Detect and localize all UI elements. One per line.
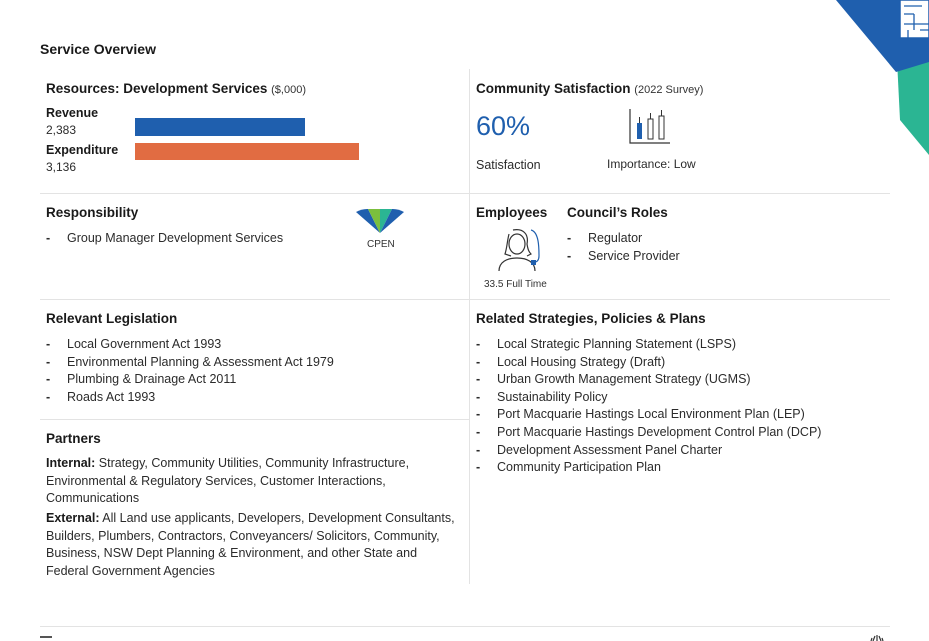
list-item: - Port Macquarie Hastings Local Environment Plan (LEP)	[476, 406, 821, 424]
revenue-value: 2,383	[46, 123, 77, 137]
list-item: - Development Assessment Panel Charter	[476, 442, 821, 460]
legislation-list	[46, 336, 334, 406]
strategies-list	[476, 336, 821, 477]
expenditure-bar	[135, 143, 359, 160]
list-item: - Community Participation Plan	[476, 459, 821, 477]
footer-divider	[40, 626, 890, 627]
corner-decoration	[830, 0, 929, 155]
employees-count: 33.5 Full Time	[484, 279, 547, 290]
expenditure-label: Expenditure	[46, 143, 119, 157]
column-divider	[469, 69, 470, 584]
list-item: - Regulator	[567, 230, 680, 248]
row-divider-1	[40, 193, 890, 194]
list-item: - Sustainability Policy	[476, 389, 821, 407]
list-item: - Service Provider	[567, 248, 680, 266]
community-title: Community Satisfaction (2022 Survey)	[476, 81, 704, 96]
importance-label: Importance: Low	[607, 157, 696, 171]
list-item: - Roads Act 1993	[46, 389, 334, 407]
footer-logo-icon	[870, 633, 884, 641]
revenue-label: Revenue	[46, 106, 99, 120]
external-label: External:	[46, 511, 100, 525]
row-divider-2	[40, 299, 890, 300]
cpen-pie-icon	[356, 209, 404, 235]
employee-avatar-icon	[495, 226, 543, 272]
external-text: All Land use applicants, Developers, Development Consultants, Builders, Plumbers, Contractors, Conveyancers/ Solicitors, Community, Business, NSW Dept Planning & Environment, and other State and Federal Government Agencies	[46, 511, 455, 578]
revenue-bar	[135, 118, 305, 136]
list-item: - Local Housing Strategy (Draft)	[476, 354, 821, 372]
list-item: - Local Strategic Planning Statement (LSPS)	[476, 336, 821, 354]
strategies-title: Related Strategies, Policies & Plans	[476, 311, 706, 326]
responsibility-list	[46, 230, 283, 248]
resources-title: Resources: Development Services ($,000)	[46, 81, 306, 96]
page-title: Service Overview	[40, 41, 156, 57]
importance-chart-icon	[628, 107, 672, 145]
list-item: - Urban Growth Management Strategy (UGMS)	[476, 371, 821, 389]
cpen-label: CPEN	[367, 239, 395, 250]
legislation-title: Relevant Legislation	[46, 311, 178, 326]
partners-title: Partners	[46, 431, 101, 446]
satisfaction-label: Satisfaction	[476, 158, 541, 172]
internal-label: Internal:	[46, 456, 96, 470]
employees-title: Employees	[476, 205, 548, 220]
satisfaction-percent: 60%	[476, 111, 531, 141]
responsibility-title: Responsibility	[46, 205, 139, 220]
list-item: - Group Manager Development Services	[46, 230, 283, 248]
partners-internal	[46, 455, 462, 508]
expenditure-value: 3,136	[46, 160, 77, 174]
list-item: - Local Government Act 1993	[46, 336, 334, 354]
row-divider-3	[40, 419, 469, 420]
partners-external	[46, 510, 462, 580]
roles-title: Council’s Roles	[567, 205, 668, 220]
internal-text: Strategy, Community Utilities, Community Infrastructure, Environmental & Regulatory Services, Customer Interactions, Communications	[46, 456, 410, 505]
roles-list	[567, 230, 680, 265]
list-item: - Port Macquarie Hastings Development Control Plan (DCP)	[476, 424, 821, 442]
list-item: - Plumbing & Drainage Act 2011	[46, 371, 334, 389]
list-item: - Environmental Planning & Assessment Act 1979	[46, 354, 334, 372]
footer-mark	[40, 636, 52, 638]
